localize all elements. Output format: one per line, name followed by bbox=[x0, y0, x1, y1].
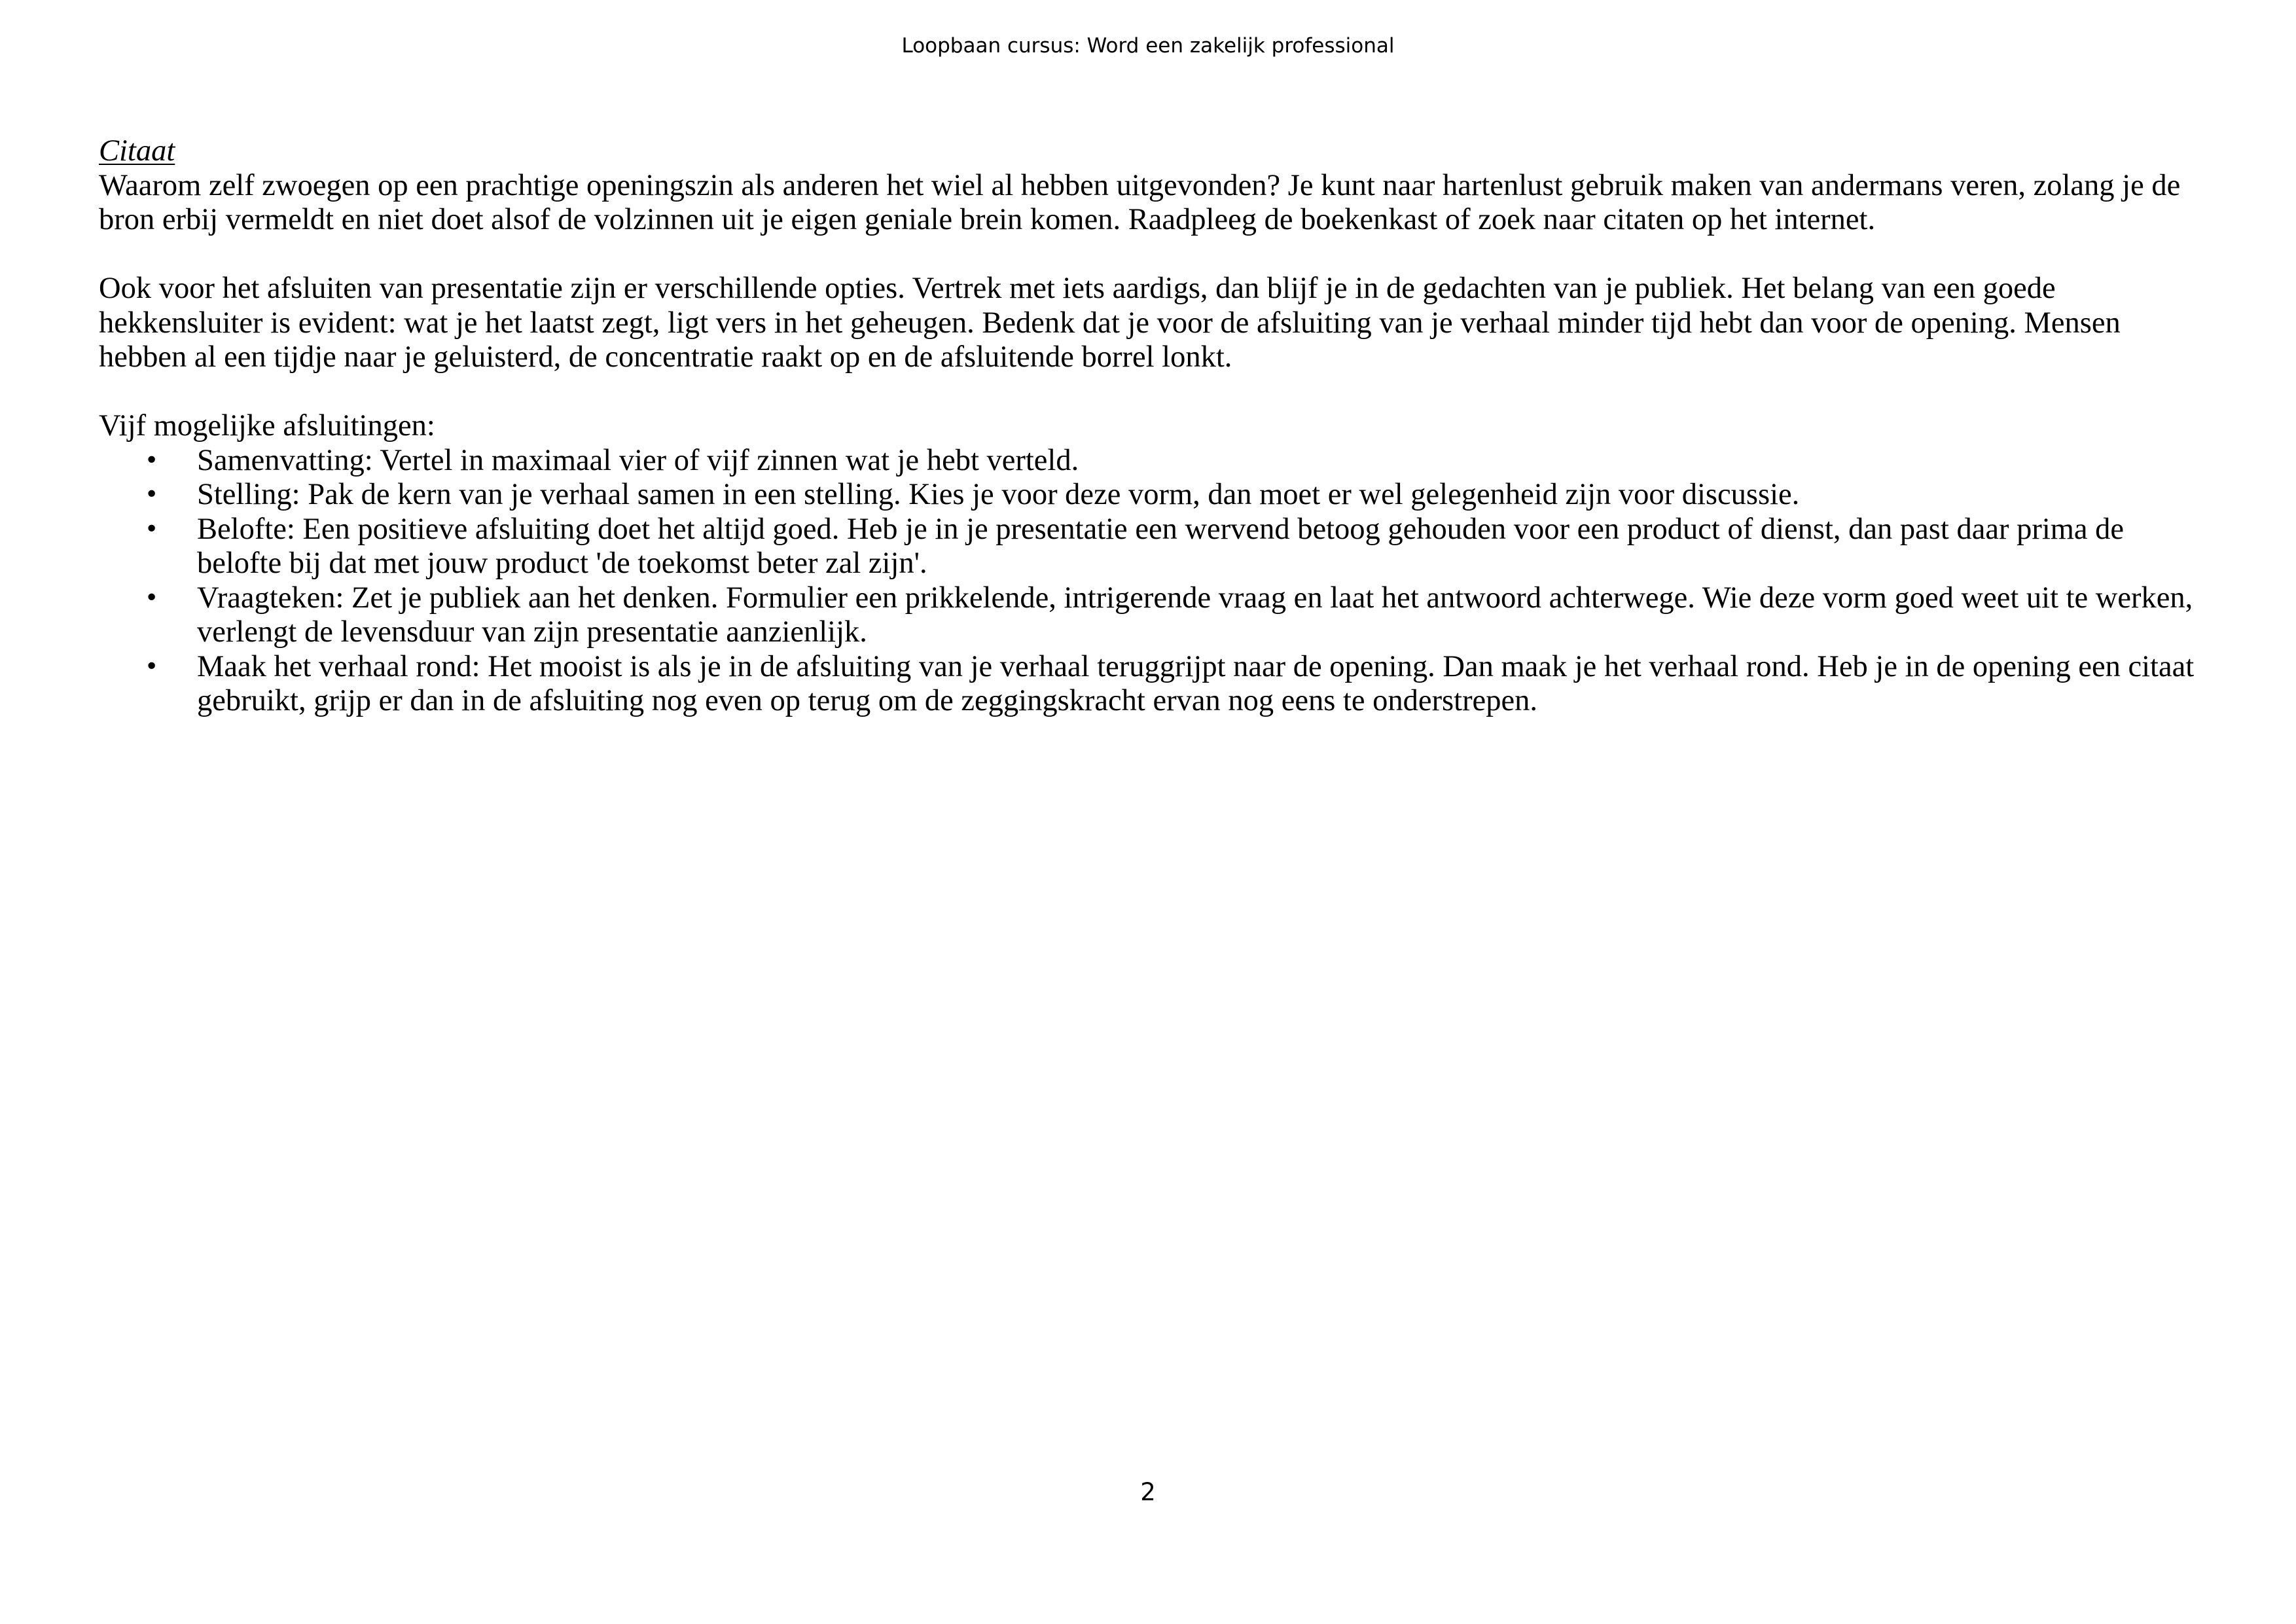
paragraph-citaat: Waarom zelf zwoegen op een prachtige openingszin als anderen het wiel al hebben uitgevonden? Je kunt naar hartenlust gebruik maken van andermans veren, zolang je de bron erbij vermeldt en niet doet alsof de volzinnen uit je eigen geniale brein komen. Raadpleeg de boekenkast of zoek naar citaten op het internet. bbox=[99, 168, 2181, 236]
list-item-text: Stelling: Pak de kern van je verhaal samen in een stelling. Kies je voor deze vorm, dan moet er wel gelegenheid zijn voor discussie. bbox=[197, 478, 1800, 511]
bullet-icon: • bbox=[145, 653, 159, 680]
bullet-icon: • bbox=[145, 446, 159, 474]
list-item bbox=[99, 444, 2200, 478]
list-item bbox=[99, 581, 2200, 650]
paragraph-afsluiten: Ook voor het afsluiten van presentatie zijn er verschillende opties. Vertrek met iets aardigs, dan blijf je in de gedachten van je publiek. Het belang van een goede hekkensluiter is evident: wat je het laatst zegt, ligt vers in het geheugen. Bedenk dat je voor de afsluiting van je verhaal minder tijd hebt dan voor de opening. Mensen hebben al een tijdje naar je geluisterd, de concentratie raakt op en de afsluitende borrel lonkt. bbox=[99, 272, 2121, 374]
list-item-text: Vraagteken: Zet je publiek aan het denken. Formulier een prikkelende, intrigerende vraag en laat het antwoord achterwege. Wie deze vorm goed weet uit te werken, verlengt de levensduur van zijn presentatie aanzienlijk. bbox=[197, 581, 2193, 649]
document-body bbox=[99, 134, 2200, 719]
bullet-icon: • bbox=[145, 584, 159, 611]
page-number: 2 bbox=[1140, 1478, 1156, 1506]
list-item bbox=[99, 650, 2200, 719]
list-intro: Vijf mogelijke afsluitingen: bbox=[99, 409, 435, 442]
blank-line bbox=[99, 375, 2200, 410]
bullet-icon: • bbox=[145, 481, 159, 508]
list-item-text: Maak het verhaal rond: Het mooist is als je in de afsluiting van je verhaal teruggrijpt naar de opening. Dan maak je het verhaal rond. Heb je in de opening een citaat gebruikt, grijp er dan in de afsluiting nog even op terug om de zeggingskracht ervan nog eens te onderstrepen. bbox=[197, 649, 2195, 717]
list-item-text: Samenvatting: Vertel in maximaal vier of vijf zinnen wat je hebt verteld. bbox=[197, 443, 1079, 477]
bullet-icon: • bbox=[145, 515, 159, 543]
list-item bbox=[99, 478, 2200, 513]
page-header: Loopbaan cursus: Word een zakelijk professional bbox=[901, 34, 1395, 58]
section-title: Citaat bbox=[99, 134, 175, 168]
blank-line bbox=[99, 238, 2200, 272]
list-item bbox=[99, 513, 2200, 581]
closing-options-list bbox=[99, 444, 2200, 719]
list-item-text: Belofte: Een positieve afsluiting doet het altijd goed. Heb je in je presentatie een wervend betoog gehouden voor een product of dienst, dan past daar prima de belofte bij dat met jouw product 'de toekomst beter zal zijn'. bbox=[197, 512, 2125, 580]
